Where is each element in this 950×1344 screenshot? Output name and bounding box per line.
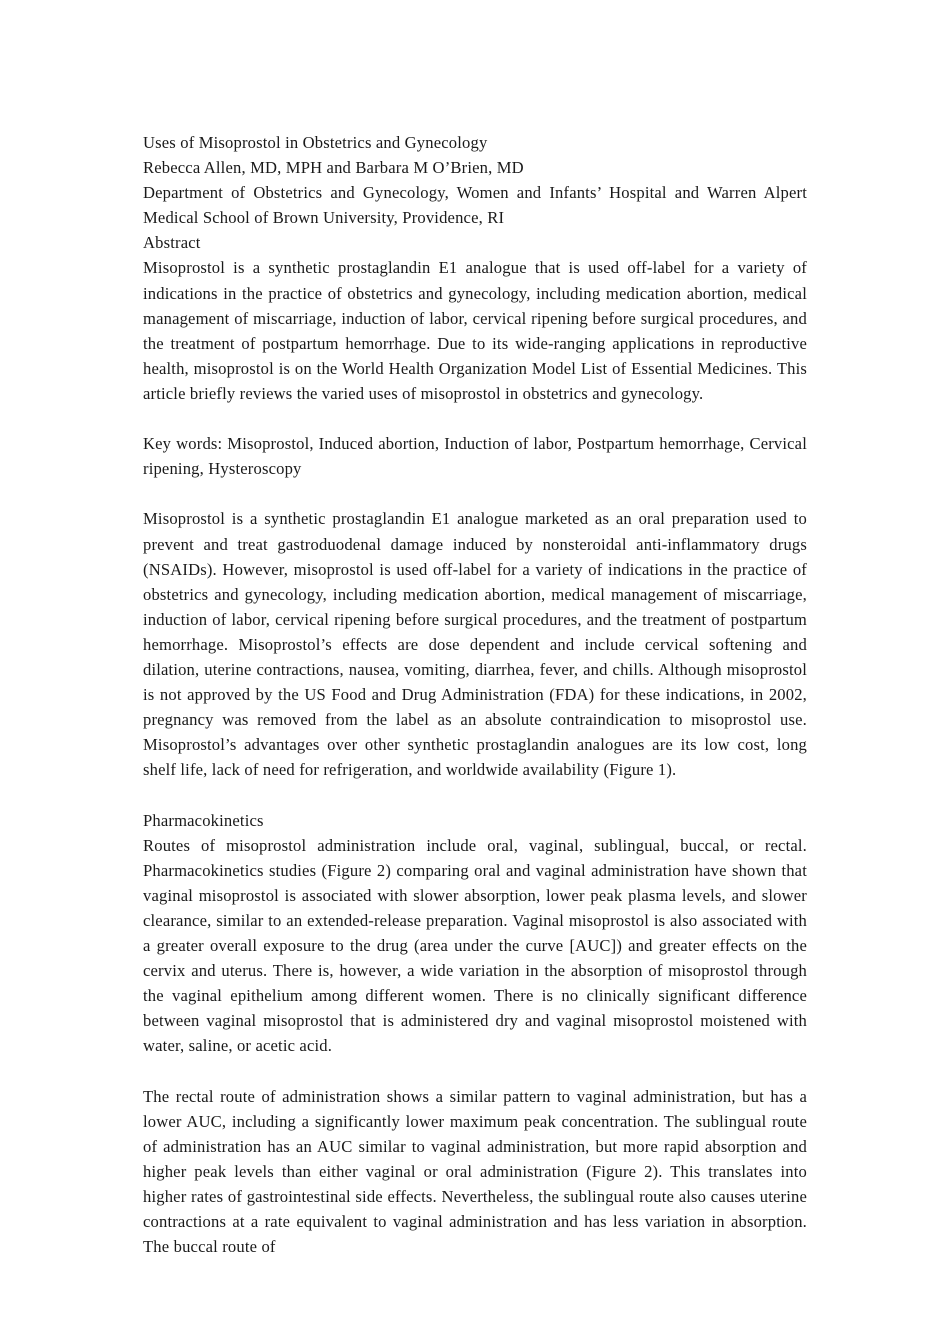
affiliation-line: Department of Obstetrics and Gynecology, Women and Infants’ Hospital and Warren Alpert Medical School of Brown University, Providence, RI: [143, 183, 807, 228]
pharmacokinetics-paragraph: Routes of misoprostol administration include oral, vaginal, sublingual, buccal, or rectal. Pharmacokinetics studies (Figure 2) comparing oral and vaginal administration have shown that vaginal misoprostol is associated with slower absorption, lower peak plasma levels, and slower clearance, similar to an extended-release preparation. Vaginal misoprostol is also associated with a greater overall exposure to the drug (area under the curve [AUC]) and greater effects on the cervix and uterus. There is, however, a wide variation in the absorption of misoprostol through the vaginal epithelium among different women. There is no clinically significant difference between vaginal misoprostol that is administered dry and vaginal misoprostol moistened with water, saline, or acetic acid.: [143, 835, 807, 1056]
author-line: Rebecca Allen, MD, MPH and Barbara M O’Brien, MD: [143, 158, 524, 178]
routes-of-administration-paragraph: The rectal route of administration shows a similar pattern to vaginal administration, but has a lower AUC, including a significantly lower maximum peak concentration. The sublingual route of administration has an AUC similar to vaginal administration, but more rapid absorption and higher peak levels than either vaginal or oral administration (Figure 2). This translates into higher rates of gastrointestinal side effects. Nevertheless, the sublingual route also causes uterine contractions at a rate equivalent to vaginal administration and has less variation in absorption. The buccal route of: [143, 1086, 807, 1257]
abstract-paragraph: Misoprostol is a synthetic prostaglandin E1 analogue that is used off-label for a variety of indications in the practice of obstetrics and gynecology, including medication abortion, medical management of miscarriage, induction of labor, cervical ripening before surgical procedures, and the treatment of postpartum hemorrhage. Due to its wide-ranging applications in reproductive health, misoprostol is on the World Health Organization Model List of Essential Medicines. This article briefly reviews the varied uses of misoprostol in obstetrics and gynecology.: [143, 258, 807, 403]
document-content: [143, 130, 807, 1259]
abstract-heading: Abstract: [143, 233, 201, 253]
keywords-line: Key words: Misoprostol, Induced abortion, Induction of labor, Postpartum hemorrhage, Cervical ripening, Hysteroscopy: [143, 434, 807, 479]
pharmacokinetics-heading: Pharmacokinetics: [143, 810, 264, 830]
introduction-paragraph: Misoprostol is a synthetic prostaglandin E1 analogue marketed as an oral preparation used to prevent and treat gastroduodenal damage induced by nonsteroidal anti-inflammatory drugs (NSAIDs). However, misoprostol is used off-label for a variety of indications in the practice of obstetrics and gynecology, including medication abortion, medical management of miscarriage, induction of labor, cervical ripening before surgical procedures, and the treatment of postpartum hemorrhage. Misoprostol’s effects are dose dependent and include cervical softening and dilation, uterine contractions, nausea, vomiting, diarrhea, fever, and chills. Although misoprostol is not approved by the US Food and Drug Administration (FDA) for these indications, in 2002, pregnancy was removed from the label as an absolute contraindication to misoprostol use. Misoprostol’s advantages over other synthetic prostaglandin analogues are its low cost, long shelf life, lack of need for refrigeration, and worldwide availability (Figure 1).: [143, 509, 807, 780]
page-title: Uses of Misoprostol in Obstetrics and Gynecology: [143, 133, 488, 152]
